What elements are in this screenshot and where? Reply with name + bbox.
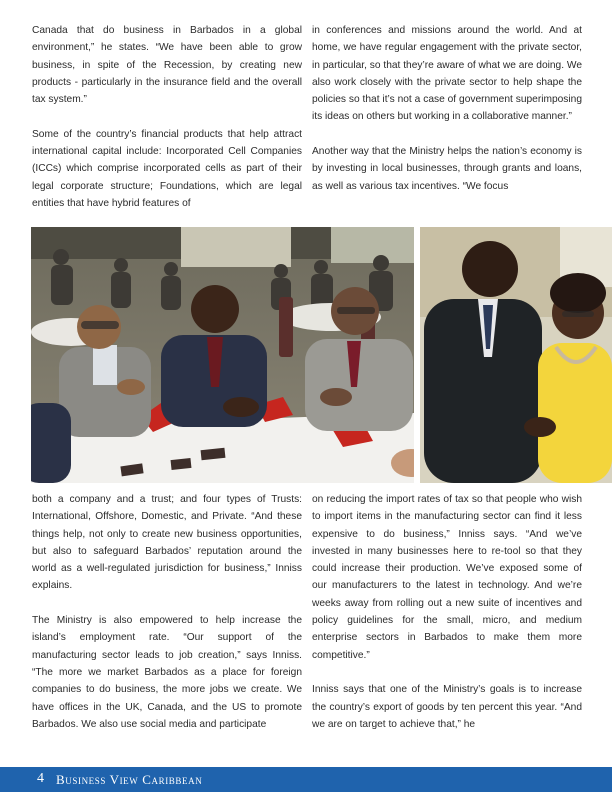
handshake-illustration — [420, 227, 612, 483]
article-column-top-left — [32, 22, 302, 212]
page-footer — [0, 767, 612, 792]
paragraph: Inniss says that one of the Ministry’s goals is to increase the country’s export of goods by ten percent this year. “And we are on target to achieve that,” he — [312, 684, 582, 730]
conference-illustration — [31, 227, 414, 483]
paragraph: Another way that the Ministry helps the nation’s economy is by investing in local businesses, through grants and loans, as well as various tax incentives. “We focus — [312, 146, 582, 192]
article-column-bottom-left — [32, 491, 302, 733]
handshake-photo — [420, 227, 612, 483]
page-number: 4 — [37, 771, 44, 786]
paragraph: on reducing the import rates of tax so that people who wish to import items in the manufacturing sector can find it less expensive to do business,” Inniss says. “And we’ve invested in many businesses here to re-tool so that they could increase their production. We’ve exposed some of our manufacturers to the latest in technology. And we’re weeks away from rolling out a new suite of incentives and policy guidelines for the small, micro, and medium enterprise sectors in Barbados to make them more competitive.” — [312, 494, 582, 661]
paragraph: The Ministry is also empowered to help increase the island’s employment rate. “Our support of the manufacturing sector leads to job creation,” says Inniss. “The more we market Barbados as a place for foreign companies to do business, the more jobs we create. We have offices in the UK, Canada, and the US to promote Barbados. We also use social media and participate — [32, 615, 302, 730]
paragraph: in conferences and missions around the world. And at home, we have regular engagement with the private sector, in particular, so that they’re aware of what we are doing. We also work closely with the private sector to help shape the policies so that it’s not a case of government superimposing its ideas on others but working in a collaborative manner.” — [312, 25, 582, 123]
conference-photo — [31, 227, 414, 483]
article-column-bottom-right — [312, 491, 582, 733]
paragraph: Some of the country’s financial products that help attract international capital include: Incorporated Cell Companies (ICCs) which comprise incorporated cells as part of their legal corporate structure; Foundations, which are legal entities that have hybrid features of — [32, 128, 302, 209]
paragraph: both a company and a trust; and four types of Trusts: International, Offshore, Domestic, and Private. “And these things help, not only to create new business opportunities, but also to safeguard Barbados’ reputation around the world as a well-regulated jurisdiction for business,” Inniss explains. — [32, 494, 302, 592]
article-column-top-right — [312, 22, 582, 195]
paragraph: Canada that do business in Barbados in a global environment,” he states. “We have been able to grow business, in spite of the Recession, by creating new products - particularly in the insurance field and the overall tax system.” — [32, 25, 302, 106]
magazine-title: Business View Caribbean — [56, 772, 203, 787]
